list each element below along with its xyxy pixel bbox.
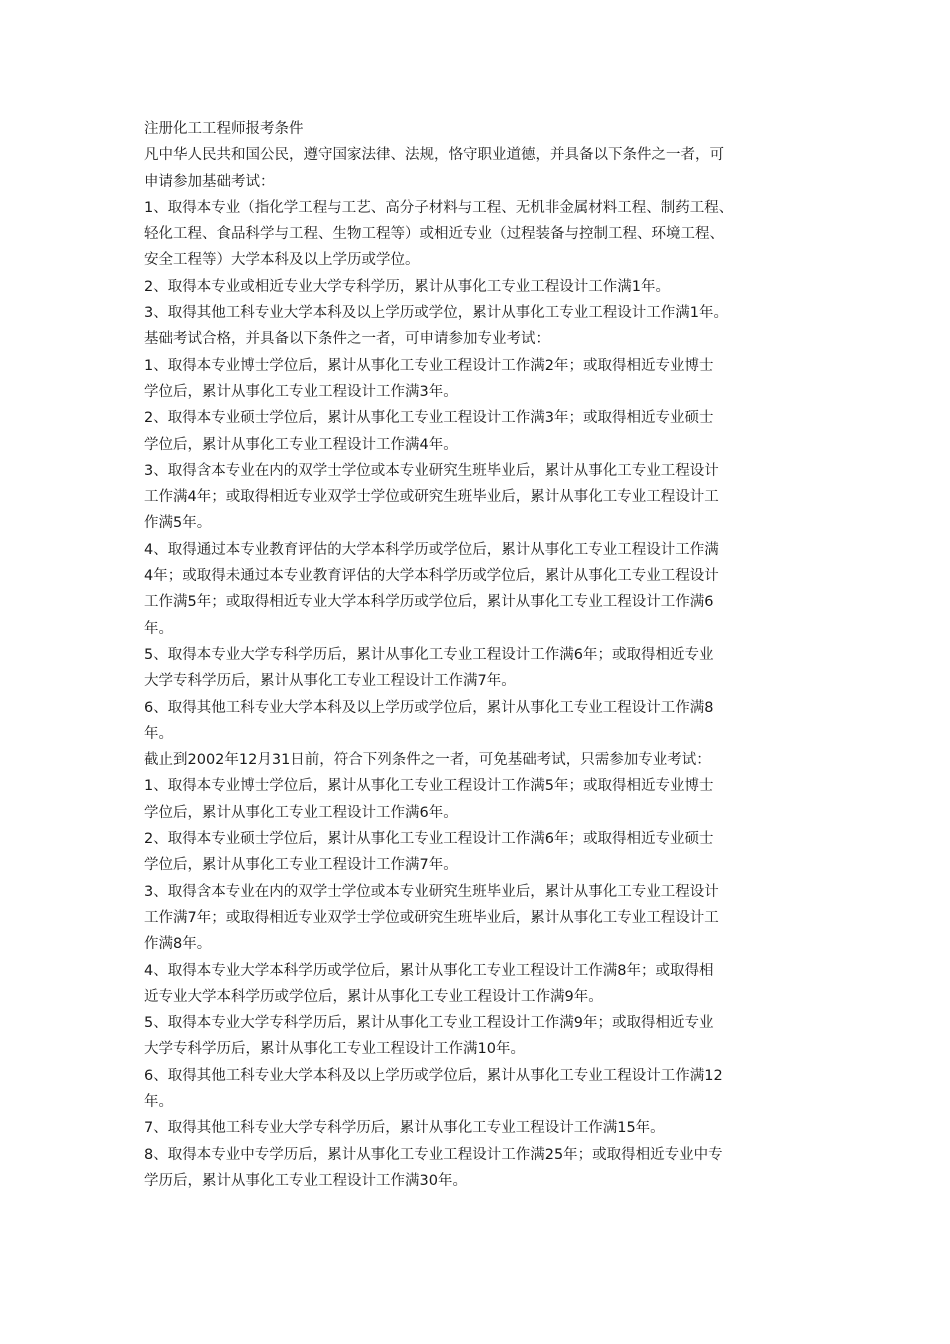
professional-item-5: 5、取得本专业大学专科学历后，累计从事化工专业工程设计工作满6年；或取得相近专业 大学专科学历后，累计从事化工专业工程设计工作满7年。 — [144, 646, 714, 690]
intro-paragraph: 凡中华人民共和国公民，遵守国家法律、法规，恪守职业道德，并具备以下条件之一者，可 申请参加基础考试： — [144, 147, 724, 190]
professional-item-1: 1、取得本专业博士学位后，累计从事化工专业工程设计工作满2年；或取得相近专业博士 学位后，累计从事化工专业工程设计工作满3年。 — [144, 357, 714, 400]
basic-item-1: 1、取得本专业（指化学工程与工艺、高分子材料与工程、无机非金属材料工程、制药工程、 轻化工程、食品科学与工程、生物工程等）或相近专业（过程装备与控制工程、环境工程、 安全工程等）大学本科及以上学历或学位。 — [144, 199, 734, 269]
exempt-item-8: 8、取得本专业中专学历后，累计从事化工专业工程设计工作满25年；或取得相近专业中专 学历后，累计从事化工专业工程设计工作满30年。 — [144, 1146, 723, 1189]
professional-intro: 基础考试合格，并具备以下条件之一者，可申请参加专业考试： — [144, 331, 550, 348]
exempt-item-6: 6、取得其他工科专业大学本科及以上学历或学位后，累计从事化工专业工程设计工作满12 年。 — [144, 1067, 723, 1110]
professional-item-3: 3、取得含本专业在内的双学士学位或本专业研究生班毕业后，累计从事化工专业工程设计 工作满4年；或取得相近专业双学士学位或研究生班毕业后，累计从事化工专业工程设计工 作满5年。 — [144, 462, 719, 532]
document-title: 注册化工工程师报考条件 — [144, 121, 304, 137]
document-page — [144, 116, 810, 1194]
exempt-item-4: 4、取得本专业大学本科学历或学位后，累计从事化工专业工程设计工作满8年；或取得相 近专业大学本科学历或学位后，累计从事化工专业工程设计工作满9年。 — [144, 962, 714, 1005]
professional-item-6: 6、取得其他工科专业大学本科及以上学历或学位后，累计从事化工专业工程设计工作满8 年。 — [144, 699, 714, 742]
exempt-item-7: 7、取得其他工科专业大学专科学历后，累计从事化工专业工程设计工作满15年。 — [144, 1120, 665, 1137]
exempt-item-5: 5、取得本专业大学专科学历后，累计从事化工专业工程设计工作满9年；或取得相近专业 大学专科学历后，累计从事化工专业工程设计工作满10年。 — [144, 1015, 714, 1058]
exempt-intro: 截止到2002年12月31日前，符合下列条件之一者，可免基础考试，只需参加专业考试： — [144, 752, 711, 769]
exempt-item-2: 2、取得本专业硕士学位后，累计从事化工专业工程设计工作满6年；或取得相近专业硕士 学位后，累计从事化工专业工程设计工作满7年。 — [144, 831, 714, 874]
exempt-item-3: 3、取得含本专业在内的双学士学位或本专业研究生班毕业后，累计从事化工专业工程设计 工作满7年；或取得相近专业双学士学位或研究生班毕业后，累计从事化工专业工程设计工 作满8年。 — [144, 883, 719, 953]
exempt-item-1: 1、取得本专业博士学位后，累计从事化工专业工程设计工作满5年；或取得相近专业博士 学位后，累计从事化工专业工程设计工作满6年。 — [144, 778, 714, 821]
basic-item-2: 2、取得本专业或相近专业大学专科学历，累计从事化工专业工程设计工作满1年。 — [144, 278, 670, 295]
professional-item-2: 2、取得本专业硕士学位后，累计从事化工专业工程设计工作满3年；或取得相近专业硕士 学位后，累计从事化工专业工程设计工作满4年。 — [144, 410, 714, 453]
professional-item-4: 4、取得通过本专业教育评估的大学本科学历或学位后，累计从事化工专业工程设计工作满 4年；或取得未通过本专业教育评估的大学本科学历或学位后，累计从事化工专业工程设计 工作满5年；或取得相近专业大学本科学历或学位后，累计从事化工专业工程设计工作满6 年。 — [144, 541, 719, 637]
basic-item-3: 3、取得其他工科专业大学本科及以上学历或学位，累计从事化工专业工程设计工作满1年。 — [144, 305, 728, 322]
